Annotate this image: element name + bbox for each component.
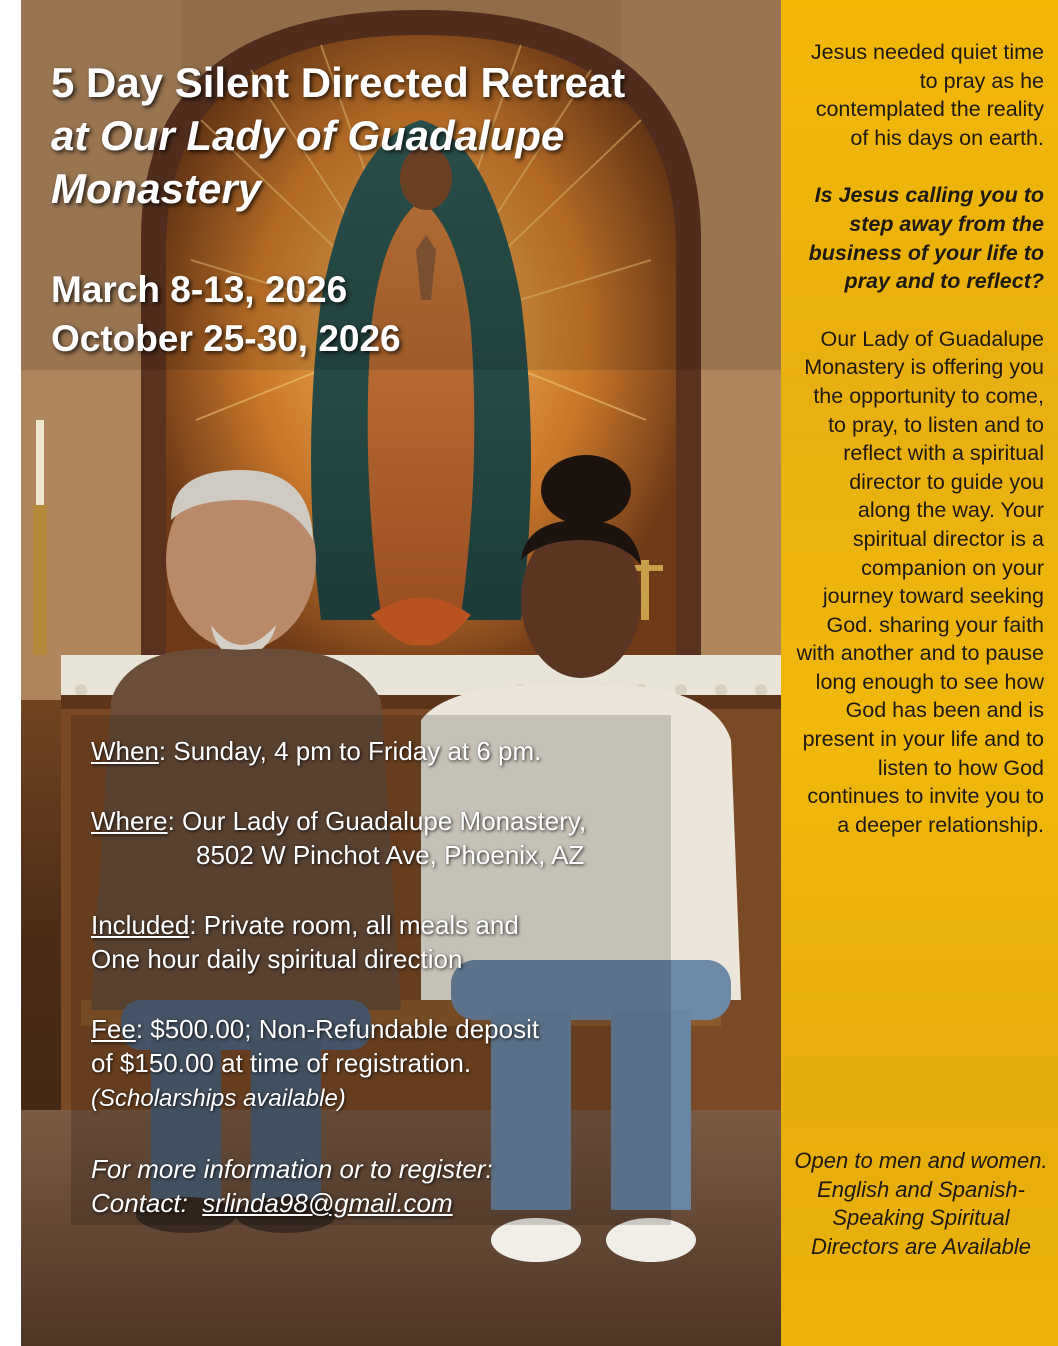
- sidebar-panel: [781, 0, 1058, 1346]
- sidebar-intro: Jesus needed quiet time to pray as he contemplated the reality of his days on earth.: [810, 40, 1044, 150]
- fee-text: : $500.00; Non-Refundable deposit: [135, 1014, 540, 1044]
- where-address: 8502 W Pinchot Ave, Phoenix, AZ: [196, 840, 585, 870]
- included-text: : Private room, all meals and: [189, 910, 519, 940]
- fee-label: Fee: [91, 1014, 136, 1044]
- retreat-dates: [51, 265, 401, 363]
- date-october: October 25-30, 2026: [51, 318, 401, 359]
- retreat-details: [91, 734, 651, 1256]
- contact-email-link[interactable]: srlinda98@gmail.com: [202, 1188, 453, 1218]
- date-march: March 8-13, 2026: [51, 269, 348, 310]
- sidebar-closing: Open to men and women. English and Spanish-Speaking Spiritual Directors are Available: [794, 1148, 1048, 1259]
- photo-panel: [21, 0, 781, 1346]
- included-label: Included: [91, 910, 190, 940]
- retreat-flyer: [21, 0, 1058, 1346]
- contact-row: [91, 1152, 651, 1220]
- fee-line-2: of $150.00 at time of registration.: [91, 1048, 472, 1078]
- title-line-2: at Our Lady of Guadalupe: [51, 112, 565, 159]
- where-label: Where: [91, 806, 168, 836]
- included-row: [91, 908, 651, 976]
- scholarship-note: (Scholarships available): [91, 1085, 346, 1112]
- sidebar-body: Our Lady of Guadalupe Monastery is offering you the opportunity to come, to pray, to listen and to reflect with a spiritual director to guide you along the way. Your spiritual director is a companion on your journey toward seeking God. sharing your faith with another and to pause long enough to see how God has been and is present in your life and to listen to how God continues to invite you to a deeper relationship.: [796, 326, 1044, 837]
- included-line-2: One hour daily spiritual direction: [91, 944, 463, 974]
- info-line: For more information or to register:: [91, 1154, 493, 1184]
- sidebar-text: [794, 38, 1044, 868]
- title-line-3: Monastery: [51, 165, 262, 212]
- when-label: When: [91, 736, 159, 766]
- when-text: : Sunday, 4 pm to Friday at 6 pm.: [158, 736, 542, 766]
- title-line-1: 5 Day Silent Directed Retreat: [51, 59, 626, 106]
- retreat-title: [51, 56, 625, 215]
- where-text: : Our Lady of Guadalupe Monastery,: [167, 806, 587, 836]
- contact-label: Contact:: [91, 1188, 188, 1218]
- where-row: [91, 804, 651, 872]
- fee-row: [91, 1012, 651, 1116]
- sidebar-question: Is Jesus calling you to step away from the business of your life to pray and to reflect?: [808, 183, 1044, 294]
- when-row: [91, 734, 651, 768]
